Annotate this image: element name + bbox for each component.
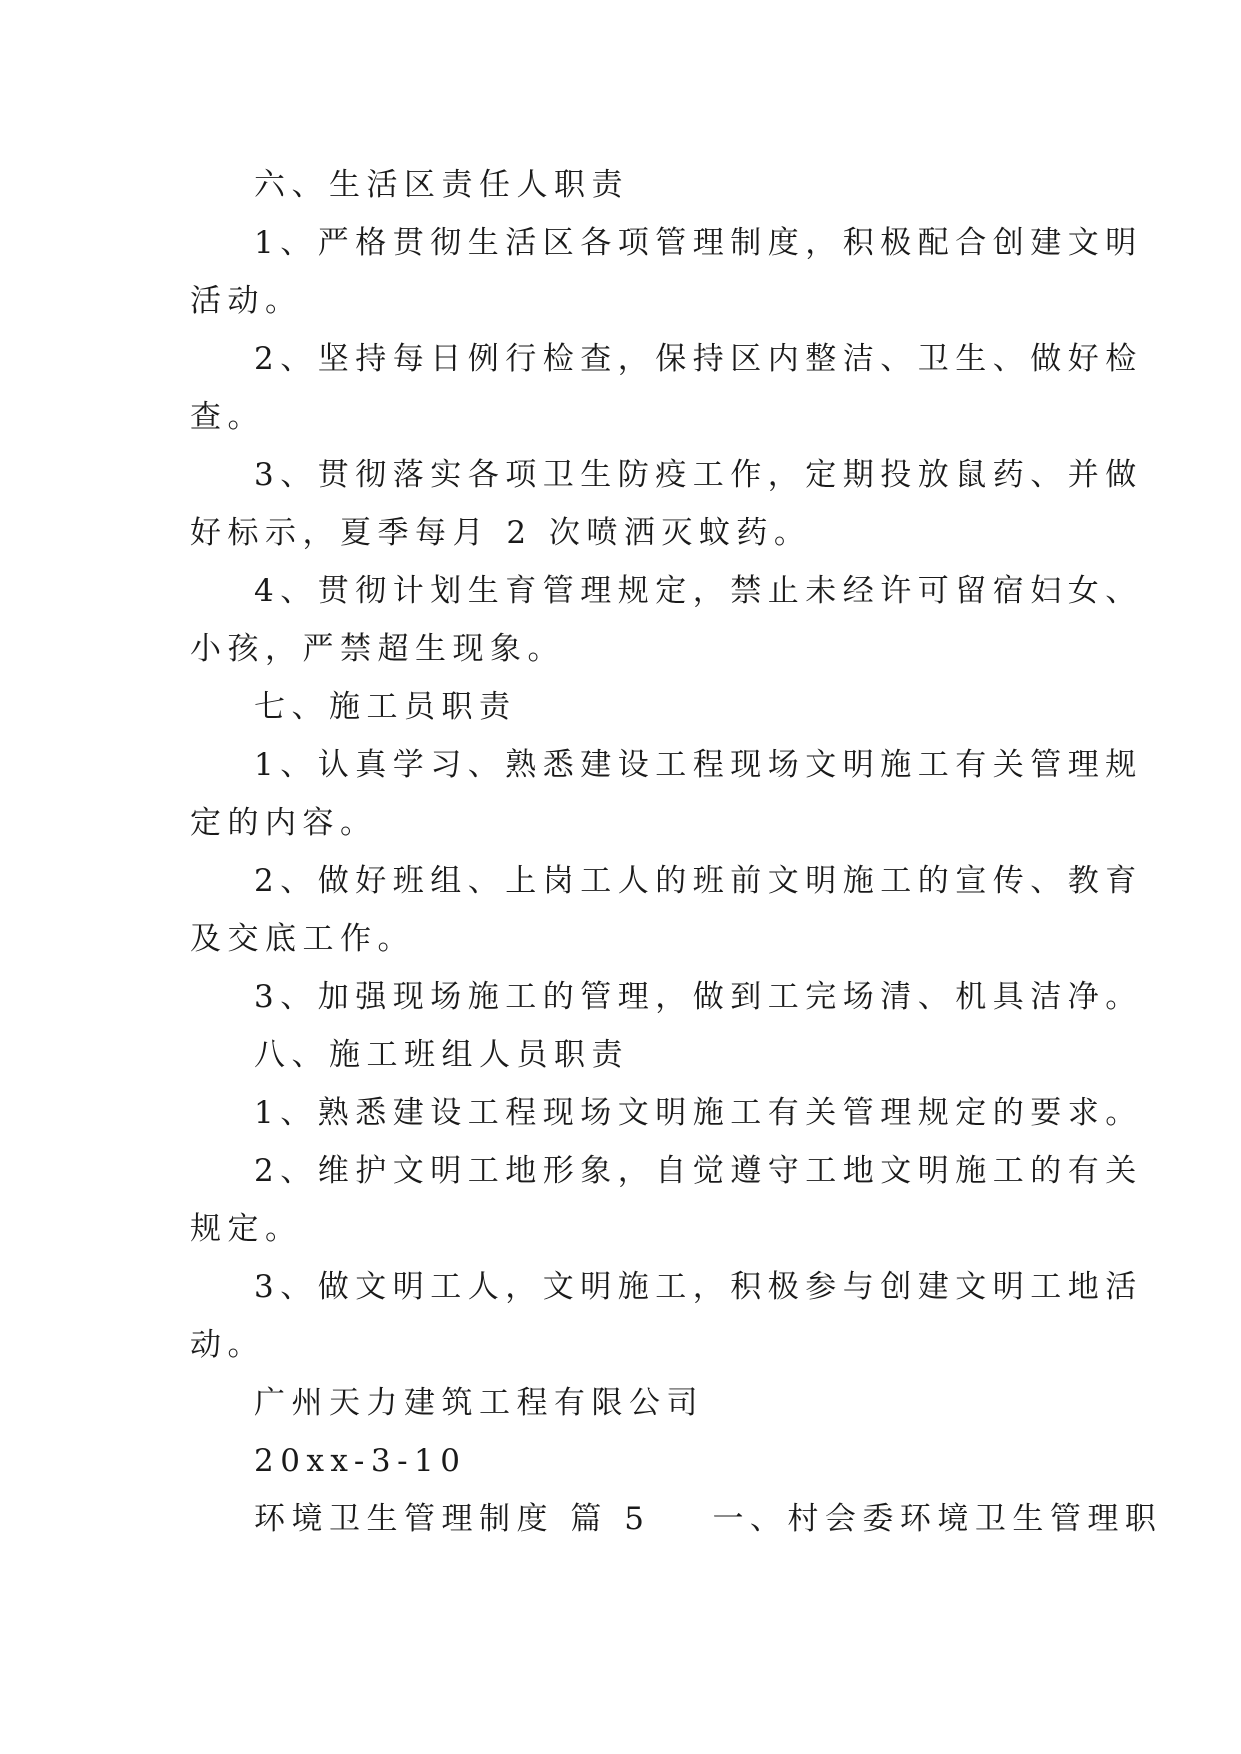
paragraph-line: 2、做好班组、上岗工人的班前文明施工的宣传、教育 — [254, 863, 1143, 899]
paragraph-line: 1、熟悉建设工程现场文明施工有关管理规定的要求。 — [254, 1095, 1143, 1131]
section-heading: 八、施工班组人员职责 — [254, 1037, 629, 1073]
paragraph-line: 活动。 — [190, 283, 303, 319]
paragraph-line: 2、维护文明工地形象，自觉遵守工地文明施工的有关 — [254, 1153, 1143, 1189]
paragraph-line: 1、认真学习、熟悉建设工程现场文明施工有关管理规 — [254, 747, 1143, 783]
document-body — [190, 156, 1163, 1548]
paragraph-line: 4、贯彻计划生育管理规定，禁止未经许可留宿妇女、 — [254, 573, 1143, 609]
next-section-line — [190, 1490, 1163, 1548]
next-section-heading: 一、村会委环境卫生管理职 — [712, 1501, 1163, 1537]
paragraph-line: 查。 — [190, 399, 265, 435]
paragraph-line: 定的内容。 — [190, 805, 378, 841]
document-date: 20xx-3-10 — [254, 1443, 467, 1479]
paragraph-line: 3、做文明工人，文明施工，积极参与创建文明工地活 — [254, 1269, 1143, 1305]
company-name: 广州天力建筑工程有限公司 — [254, 1385, 704, 1421]
paragraph-line: 2、坚持每日例行检查，保持区内整洁、卫生、做好检 — [254, 341, 1143, 377]
paragraph-line: 及交底工作。 — [190, 921, 415, 957]
paragraph-line: 3、贯彻落实各项卫生防疫工作，定期投放鼠药、并做 — [254, 457, 1143, 493]
paragraph-line: 规定。 — [190, 1211, 303, 1247]
paragraph-line: 1、严格贯彻生活区各项管理制度，积极配合创建文明 — [254, 225, 1143, 261]
paragraph-line: 3、加强现场施工的管理，做到工完场清、机具洁净。 — [254, 979, 1143, 1015]
paragraph-line: 动。 — [190, 1327, 265, 1363]
next-document-title: 环境卫生管理制度 篇 5 — [254, 1501, 651, 1537]
paragraph-line: 小孩，严禁超生现象。 — [190, 631, 565, 667]
section-heading: 六、生活区责任人职责 — [254, 167, 629, 203]
paragraph-line: 好标示，夏季每月 2 次喷洒灭蚊药。 — [190, 515, 812, 551]
section-heading: 七、施工员职责 — [254, 689, 517, 725]
